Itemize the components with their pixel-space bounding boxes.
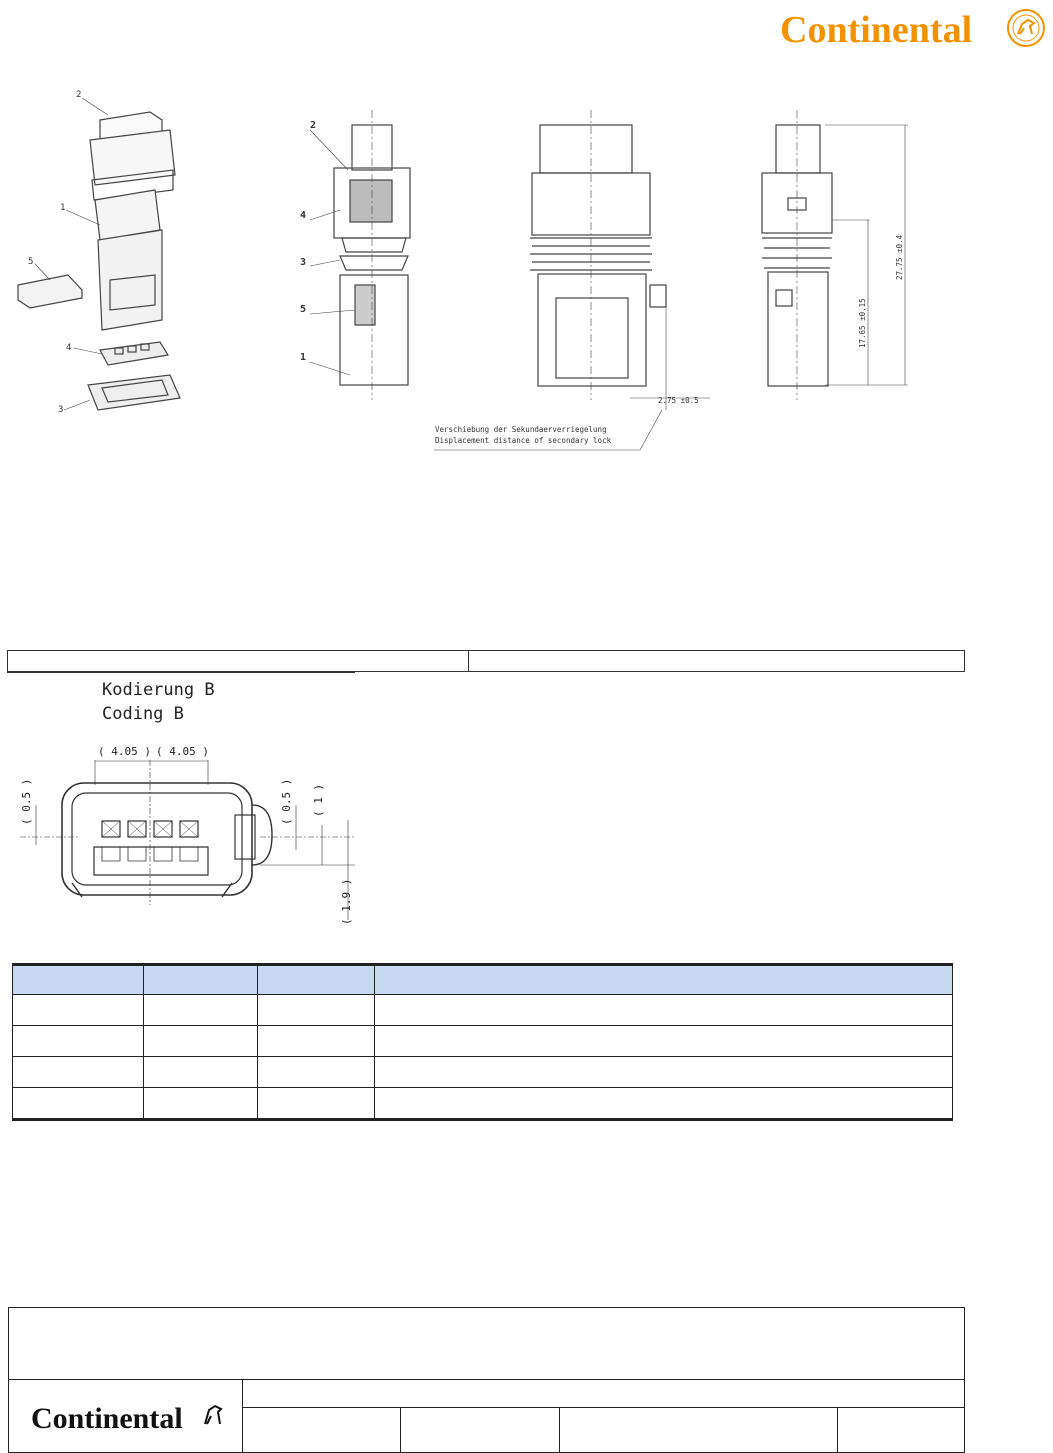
continental-logo-header [778,4,1046,50]
table-cell [258,1088,375,1120]
divider-line [7,672,355,673]
table-cell [375,1057,953,1088]
callout-exploded-1: 1 [60,203,66,213]
logo-wordmark: Continental [780,9,973,50]
table-header-cell [13,965,144,995]
table-row [13,1057,953,1088]
table-cell [13,1088,144,1120]
callout-exploded-5: 5 [28,257,34,267]
callout-exploded-2: 2 [76,90,82,100]
table-cell [13,1057,144,1088]
dim-pitch-left: ( 4.05 ) [98,745,151,758]
table-cell [375,1026,953,1057]
callout-section-2: 2 [310,120,317,131]
callout-section-1: 1 [300,352,307,363]
table-cell [13,995,144,1026]
table-cell [258,1026,375,1057]
dim-bottom: ( 1.9 ) [340,878,353,925]
dim-total: 27.75 ±0.4 [895,234,904,280]
exploded-view [18,98,180,410]
table-cell [375,995,953,1026]
pin-assignment-table [12,963,953,1121]
table-cell [258,995,375,1026]
callout-section-4: 4 [300,210,307,221]
callout-exploded-4: 4 [66,343,72,353]
coding-title-en: Coding B [102,704,184,724]
table-cell [144,1057,258,1088]
section-view [310,110,410,400]
callout-section-3: 3 [300,257,307,268]
callout-section-5: 5 [300,304,307,315]
table-header-cell [258,965,375,995]
table-cell [144,1026,258,1057]
footer-logo-wordmark: Continental [31,1402,183,1435]
dim-right-1: ( 1 ) [312,783,325,817]
table-cell [144,1088,258,1120]
dim-pitch-right: ( 4.05 ) [156,745,209,758]
footer-title-block [8,1307,965,1453]
callout-exploded-3: 3 [58,405,64,415]
table-row [13,995,953,1026]
coding-b-drawing [10,675,370,930]
table-cell [144,995,258,1026]
coding-title-de: Kodierung B [102,680,215,700]
table-row [13,1026,953,1057]
dim-lower: 17.65 ±0.15 [858,298,867,348]
table-row [13,1088,953,1120]
info-cell-left [8,651,469,671]
table-header-cell [375,965,953,995]
dim-left-offset: ( 0.5 ) [20,778,33,825]
lock-note-de: Verschiebung der Sekundaerverriegelung [435,425,607,434]
connector-drawings [10,80,970,460]
table-cell [258,1057,375,1088]
info-row-table [7,650,965,672]
table-header-row [13,965,953,995]
lock-note-en: Displacement distance of secondary lock [435,436,612,445]
table-header-cell [144,965,258,995]
table-cell [375,1088,953,1120]
table-cell [13,1026,144,1057]
continental-logo-footer [29,1396,229,1436]
dim-lock: 2.75 ±0.5 [658,396,699,405]
dim-right-offset: ( 0.5 ) [280,778,293,825]
side-view [762,110,908,400]
horse-icon [205,1406,221,1424]
